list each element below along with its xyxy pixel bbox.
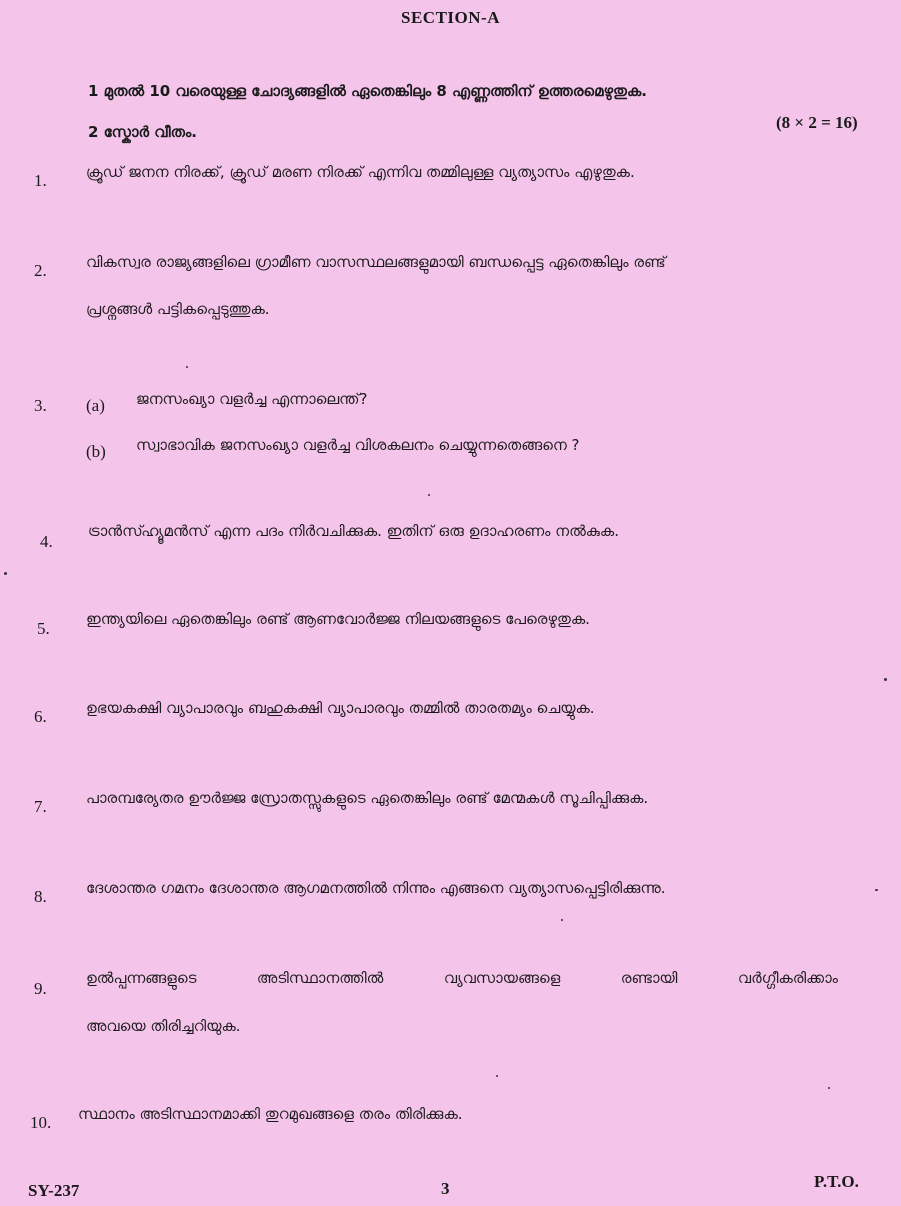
question-text (86, 969, 838, 987)
question-text: ദേശാന്തര ഗമനം ദേശാന്തര ആഗമനത്തിൽ നിന്നും എങ്ങനെ വ്യത്യാസപ്പെട്ടിരിക്കുന്നു. (86, 879, 666, 897)
question-number: 10. (30, 1113, 52, 1132)
instruction-line-2: 2 സ്കോർ വീതം. (88, 123, 197, 141)
scan-speck (875, 889, 878, 891)
subquestion-text: സ്വാഭാവിക ജനസംഖ്യാ വളർച്ച വിശകലനം ചെയ്യുന്നതെങ്ങനെ ? (136, 436, 580, 454)
question-number: 6. (34, 707, 47, 726)
subquestion-label: (b) (86, 442, 106, 461)
question-number: 8. (34, 887, 47, 906)
scan-speck (186, 366, 188, 368)
scan-speck (561, 919, 563, 921)
question-number: 3. (34, 396, 47, 415)
question-number: 2. (34, 261, 47, 280)
marks-allocation: (8 × 2 = 16) (776, 113, 858, 132)
question-word: വ്യവസായങ്ങളെ (443, 969, 561, 987)
instruction-line-1: 1 മുതൽ 10 വരെയുള്ള ചോദ്യങ്ങളിൽ ഏതെങ്കിലും 8 എണ്ണത്തിന് ഉത്തരമെഴുതുക. (88, 82, 647, 100)
question-text: പാരമ്പര്യേതര ഊർജ്ജ സ്രോതസ്സുകളുടെ ഏതെങ്കിലും രണ്ട് മേന്മകൾ സൂചിപ്പിക്കുക. (86, 789, 649, 807)
question-number: 7. (34, 797, 47, 816)
subquestion-text: ജനസംഖ്യാ വളർച്ച എന്നാലെന്ത്? (136, 390, 368, 408)
pto-label: P.T.O. (814, 1172, 859, 1191)
question-text: ഇന്ത്യയിലെ ഏതെങ്കിലും രണ്ട് ആണവോർജ്ജ നിലയങ്ങളുടെ പേരെഴുതുക. (86, 610, 590, 628)
question-text: ട്രാൻസ്ഹ്യൂമൻസ് എന്ന പദം നിർവചിക്കുക. ഇതിന് ഒരു ഉദാഹരണം നൽകുക. (88, 522, 619, 540)
question-number: 4. (40, 532, 53, 551)
scan-speck (884, 678, 887, 681)
question-text: ഉഭയകക്ഷി വ്യാപാരവും ബഹുകക്ഷി വ്യാപാരവും തമ്മിൽ താരതമ്യം ചെയ്യുക. (86, 699, 595, 717)
subquestion-label: (a) (86, 396, 105, 415)
page-number: 3 (441, 1179, 450, 1198)
paper-code: SY-237 (28, 1181, 80, 1200)
question-number: 1. (34, 171, 47, 190)
question-text-continued: പ്രശ്നങ്ങൾ പട്ടികപ്പെടുത്തുക. (86, 300, 270, 318)
question-number: 5. (37, 619, 50, 638)
question-word: രണ്ടായി (620, 969, 678, 987)
question-word: അടിസ്ഥാനത്തിൽ (256, 969, 384, 987)
question-text-continued: അവയെ തിരിച്ചറിയുക. (86, 1017, 241, 1035)
scan-speck (428, 494, 430, 496)
question-word: ഉൽപ്പന്നങ്ങളുടെ (86, 969, 197, 987)
scan-speck (828, 1087, 830, 1089)
question-text: വികസ്വര രാജ്യങ്ങളിലെ ഗ്രാമീണ വാസസ്ഥലങ്ങളുമായി ബന്ധപ്പെട്ട ഏതെങ്കിലും രണ്ട് (86, 253, 666, 271)
question-word: വർഗ്ഗീകരിക്കാം (737, 969, 838, 987)
section-title: SECTION-A (401, 8, 500, 27)
question-text: ക്രൂഡ് ജനന നിരക്ക്, ക്രൂഡ് മരണ നിരക്ക് എന്നിവ തമ്മിലുള്ള വ്യത്യാസം എഴുതുക. (86, 163, 635, 181)
question-text: സ്ഥാനം അടിസ്ഥാനമാക്കി തുറമുഖങ്ങളെ തരം തിരിക്കുക. (78, 1105, 463, 1123)
question-number: 9. (34, 979, 47, 998)
scan-speck (4, 572, 7, 575)
scan-speck (496, 1075, 498, 1077)
